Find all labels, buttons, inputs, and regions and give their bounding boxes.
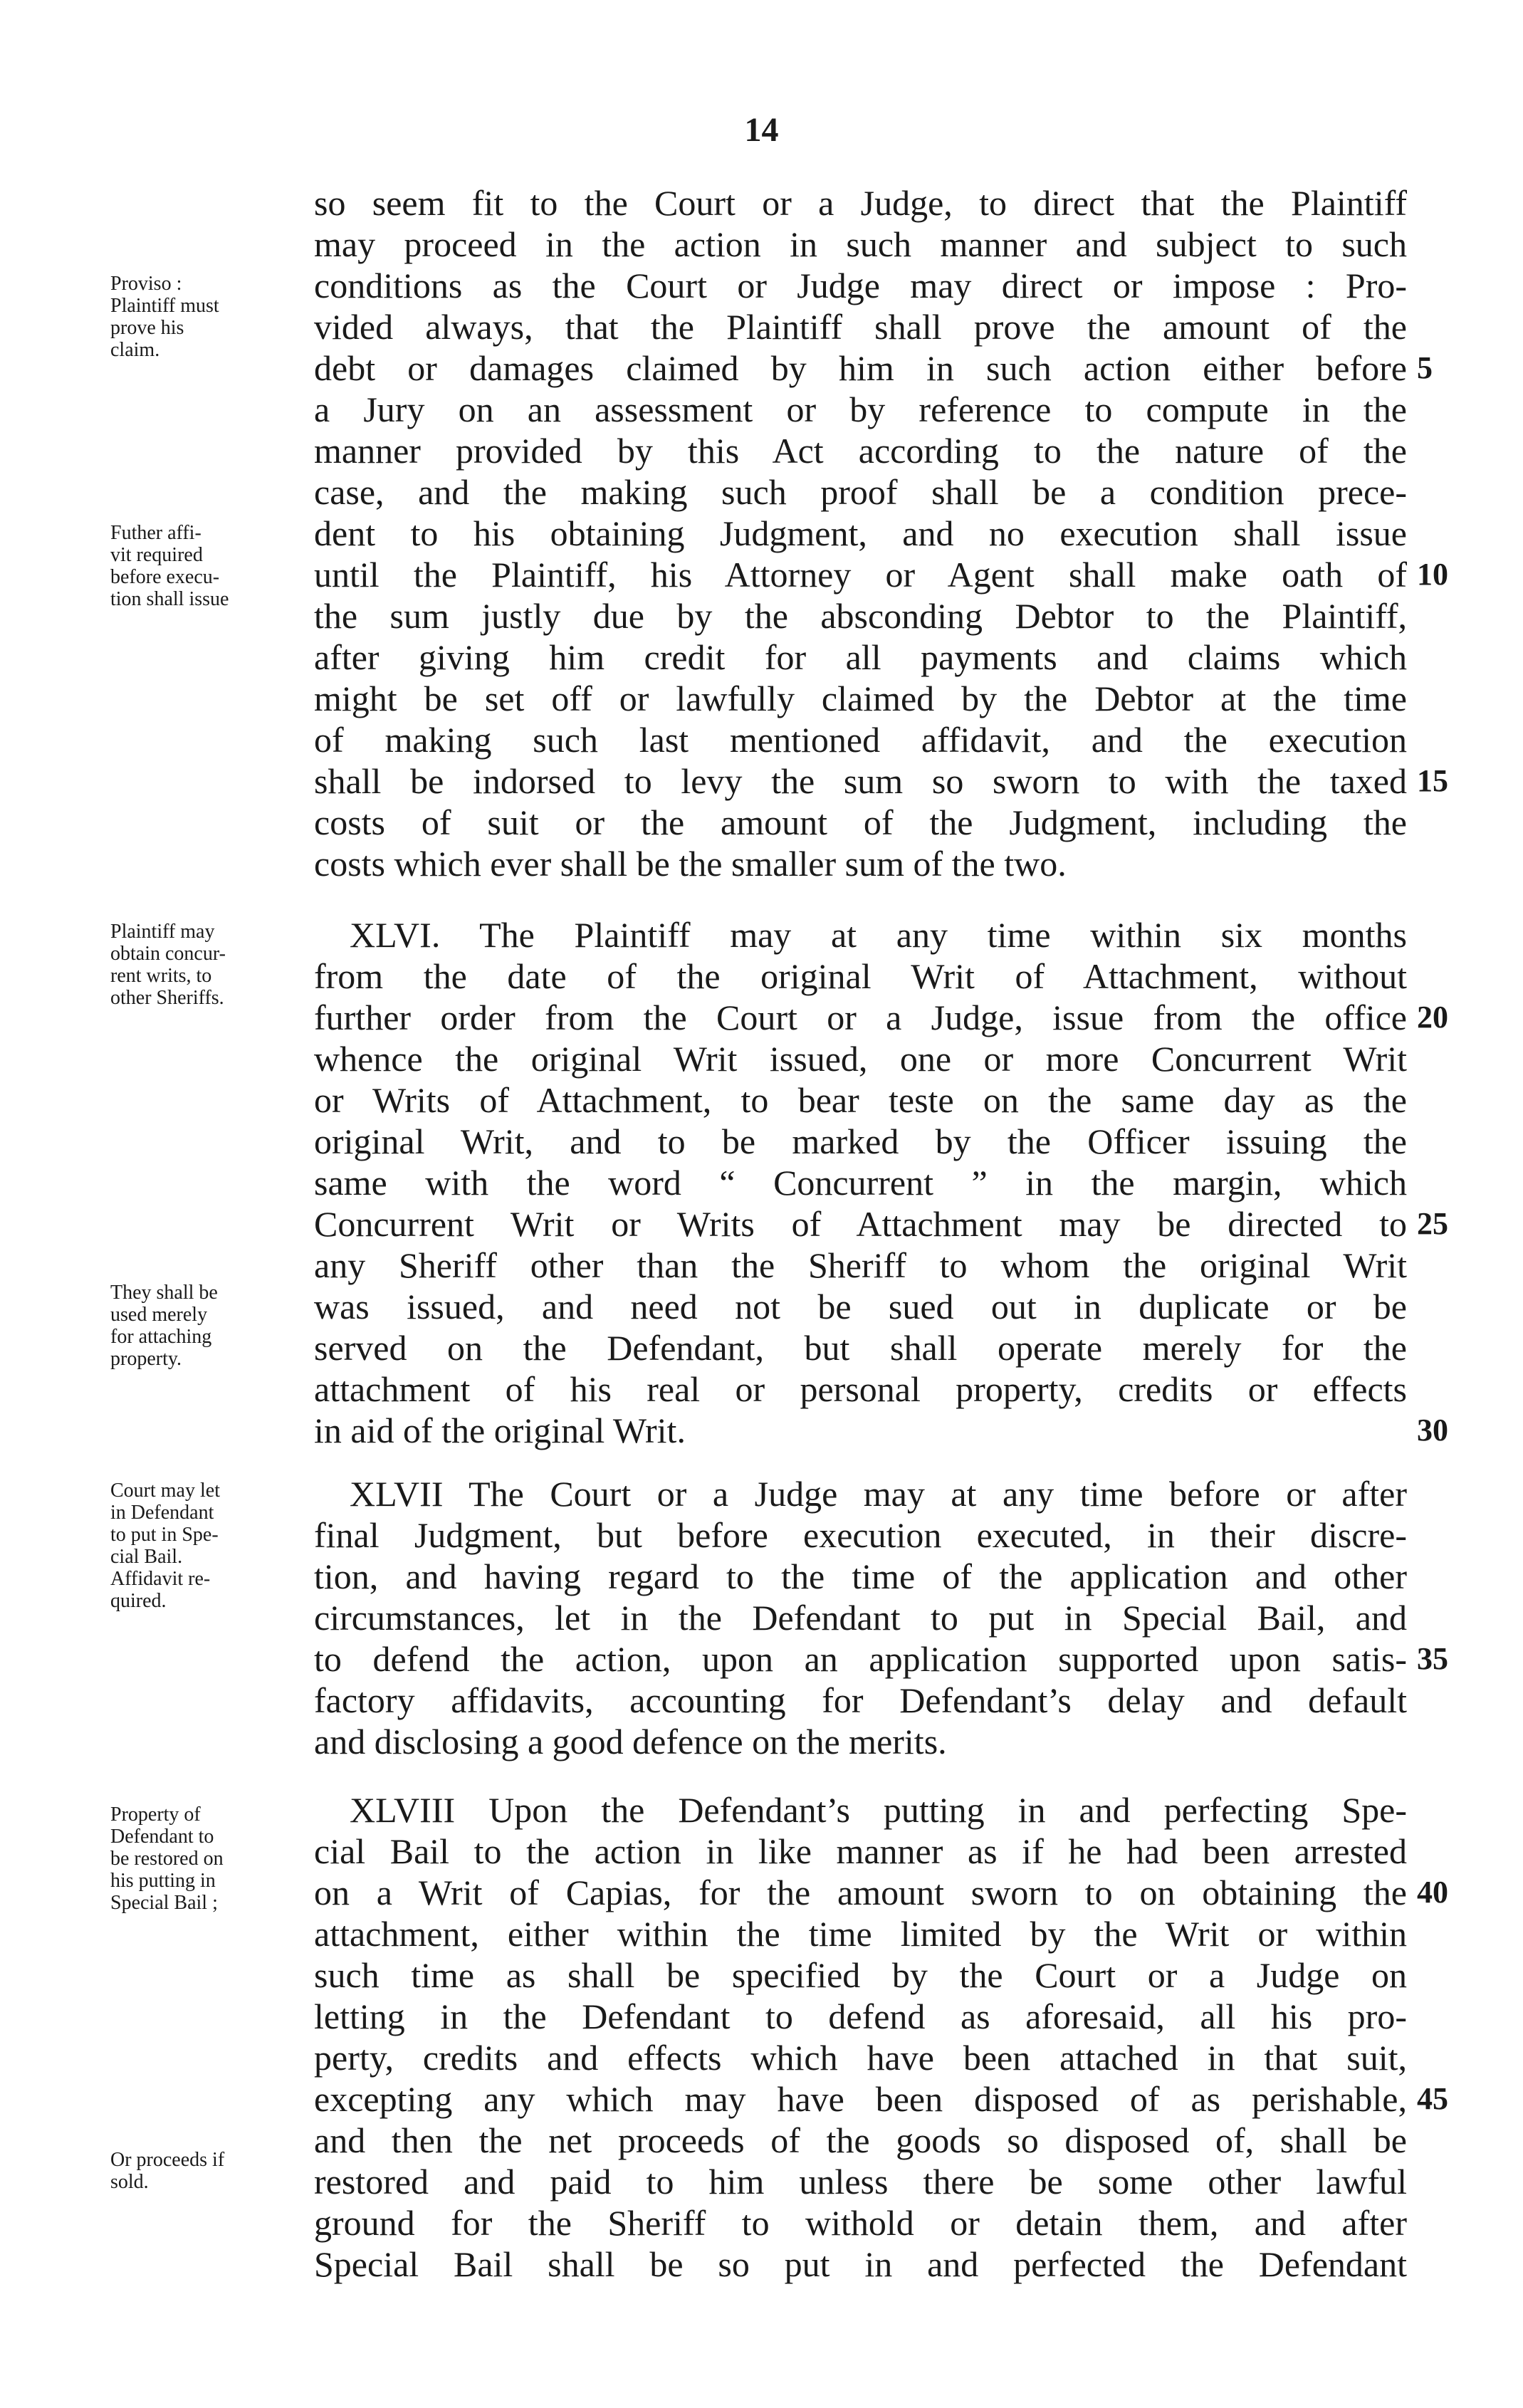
body-text-line: final Judgment, but before execution executed, in their discre- <box>314 1515 1407 1555</box>
body-text-line: further order from the Court or a Judge, issue from the office <box>314 998 1407 1037</box>
body-text-line: original Writ, and to be marked by the Officer issuing the <box>314 1121 1407 1161</box>
body-text-line: conditions as the Court or Judge may direct or impose : Pro- <box>314 266 1407 305</box>
margin-note-line: They shall be <box>110 1282 218 1304</box>
margin-note-special-bail <box>110 1480 317 1612</box>
body-text-line: Special Bail shall be so put in and perfected the Defendant <box>314 2244 1407 2284</box>
page-number: 14 <box>744 111 779 149</box>
margin-note-line: in Defendant <box>110 1502 214 1524</box>
margin-note-line: vit required <box>110 544 203 566</box>
margin-note-property-restored <box>110 1804 317 1914</box>
body-text-line: manner provided by this Act according to the nature of the <box>314 431 1407 471</box>
body-text-line: a Jury on an assessment or by reference to compute in the <box>314 389 1407 429</box>
body-text-line: from the date of the original Writ of Attachment, without <box>314 956 1407 996</box>
body-text-line: of making such last mentioned affidavit, and the execution <box>314 720 1407 760</box>
margin-note-concurrent-writs <box>110 921 317 1009</box>
line-number-15: 15 <box>1417 763 1448 798</box>
body-text-line: shall be indorsed to levy the sum so sworn to with the taxed <box>314 761 1407 801</box>
margin-note-line: Court may let <box>110 1480 220 1502</box>
margin-note-line: claim. <box>110 339 160 361</box>
margin-note-line: before execu- <box>110 566 220 588</box>
body-text-line: to defend the action, upon an application supported upon satis- <box>314 1639 1407 1679</box>
body-text-line: the sum justly due by the absconding Debtor to the Plaintiff, <box>314 596 1407 636</box>
body-text-line: attachment, either within the time limited by the Writ or within <box>314 1914 1407 1954</box>
margin-note-line: other Sheriffs. <box>110 987 224 1009</box>
margin-note-line: Affidavit re- <box>110 1568 211 1590</box>
body-text-line: attachment of his real or personal property, credits or effects <box>314 1369 1407 1409</box>
margin-note-proviso <box>110 273 317 361</box>
body-text-line: might be set off or lawfully claimed by the Debtor at the time <box>314 679 1407 718</box>
margin-note-line: Futher affi- <box>110 522 202 544</box>
line-number-30: 30 <box>1417 1413 1448 1448</box>
body-text-line: ground for the Sheriff to withold or detain them, and after <box>314 2203 1407 2243</box>
body-text-line: any Sheriff other than the Sheriff to whom the original Writ <box>314 1245 1407 1285</box>
margin-note-line: used merely <box>110 1304 208 1326</box>
margin-note-line: tion shall issue <box>110 588 229 610</box>
margin-note-line: Special Bail ; <box>110 1892 218 1914</box>
body-text-line: Concurrent Writ or Writs of Attachment may be directed to <box>314 1204 1407 1244</box>
body-text-line: costs of suit or the amount of the Judgment, including the <box>314 802 1407 842</box>
margin-note-line: to put in Spe- <box>110 1524 219 1546</box>
body-text-line: restored and paid to him unless there be some other lawful <box>314 2162 1407 2202</box>
body-text-line: letting in the Defendant to defend as aforesaid, all his pro- <box>314 1996 1407 2036</box>
body-text-line: and disclosing a good defence on the merits. <box>314 1722 947 1761</box>
margin-note-line: be restored on <box>110 1848 224 1870</box>
line-number-10: 10 <box>1417 557 1448 592</box>
line-number-35: 35 <box>1417 1641 1448 1676</box>
section-xlvi-first-line: XLVI. The Plaintiff may at any time within six months <box>350 915 1407 955</box>
body-text-line: vided always, that the Plaintiff shall prove the amount of the <box>314 307 1407 347</box>
margin-note-line: prove his <box>110 317 184 339</box>
margin-note-line: property. <box>110 1348 182 1370</box>
margin-note-line: obtain concur- <box>110 943 226 965</box>
body-text-line: dent to his obtaining Judgment, and no execution shall issue <box>314 513 1407 553</box>
margin-note-line: Plaintiff may <box>110 921 215 943</box>
body-text-line: perty, credits and effects which have been attached in that suit, <box>314 2038 1407 2078</box>
body-text-line: was issued, and need not be sued out in duplicate or be <box>314 1287 1407 1326</box>
body-text-line: debt or damages claimed by him in such action either before <box>314 348 1407 388</box>
section-xlviii-first-line: XLVIII Upon the Defendant’s putting in and perfecting Spe- <box>350 1790 1407 1830</box>
body-text-line: such time as shall be specified by the Court or a Judge on <box>314 1955 1407 1995</box>
body-text-line: may proceed in the action in such manner and subject to such <box>314 224 1407 264</box>
line-number-40: 40 <box>1417 1875 1448 1910</box>
line-number-45: 45 <box>1417 2081 1448 2116</box>
body-text-line: costs which ever shall be the smaller sum of the two. <box>314 844 1067 884</box>
margin-note-line: Proviso : <box>110 273 182 295</box>
body-text-line: factory affidavits, accounting for Defendant’s delay and default <box>314 1680 1407 1720</box>
margin-note-used-merely <box>110 1282 317 1370</box>
body-text-line: on a Writ of Capias, for the amount sworn to on obtaining the <box>314 1873 1407 1912</box>
body-text-line: excepting any which may have been disposed of as perishable, <box>314 2079 1407 2119</box>
body-text-line: same with the word “ Concurrent ” in the margin, which <box>314 1163 1407 1203</box>
body-text-line: or Writs of Attachment, to bear teste on the same day as the <box>314 1080 1407 1120</box>
margin-note-line: Property of <box>110 1804 201 1826</box>
line-number-5: 5 <box>1417 350 1433 385</box>
body-text-line: and then the net proceeds of the goods so disposed of, shall be <box>314 2120 1407 2160</box>
margin-note-line: sold. <box>110 2171 149 2193</box>
body-text-line: so seem fit to the Court or a Judge, to direct that the Plaintiff <box>314 183 1407 223</box>
margin-note-line: his putting in <box>110 1870 216 1892</box>
line-number-25: 25 <box>1417 1206 1448 1241</box>
body-text-line: after giving him credit for all payments and claims which <box>314 637 1407 677</box>
body-text-line: in aid of the original Writ. <box>314 1410 686 1450</box>
margin-note-line: for attaching <box>110 1326 212 1348</box>
body-text-line: tion, and having regard to the time of the application and other <box>314 1556 1407 1596</box>
body-text-line: circumstances, let in the Defendant to put in Special Bail, and <box>314 1598 1407 1638</box>
body-text-line: until the Plaintiff, his Attorney or Agent shall make oath of <box>314 555 1407 595</box>
body-text-line: cial Bail to the action in like manner as if he had been arrested <box>314 1831 1407 1871</box>
margin-note-line: Defendant to <box>110 1826 214 1848</box>
line-number-20: 20 <box>1417 1000 1448 1035</box>
margin-note-line: Or proceeds if <box>110 2149 225 2171</box>
body-text-line: whence the original Writ issued, one or more Concurrent Writ <box>314 1039 1407 1079</box>
margin-note-further-affidavit <box>110 522 317 610</box>
margin-note-line: rent writs, to <box>110 965 212 987</box>
body-text-line: served on the Defendant, but shall operate merely for the <box>314 1328 1407 1368</box>
margin-note-line: quired. <box>110 1590 167 1612</box>
margin-note-line: Plaintiff must <box>110 295 219 317</box>
margin-note-proceeds <box>110 2149 317 2193</box>
margin-note-line: cial Bail. <box>110 1546 183 1568</box>
body-text-line: case, and the making such proof shall be a condition prece- <box>314 472 1407 512</box>
section-xlvii-first-line: XLVII The Court or a Judge may at any time before or after <box>350 1474 1407 1514</box>
